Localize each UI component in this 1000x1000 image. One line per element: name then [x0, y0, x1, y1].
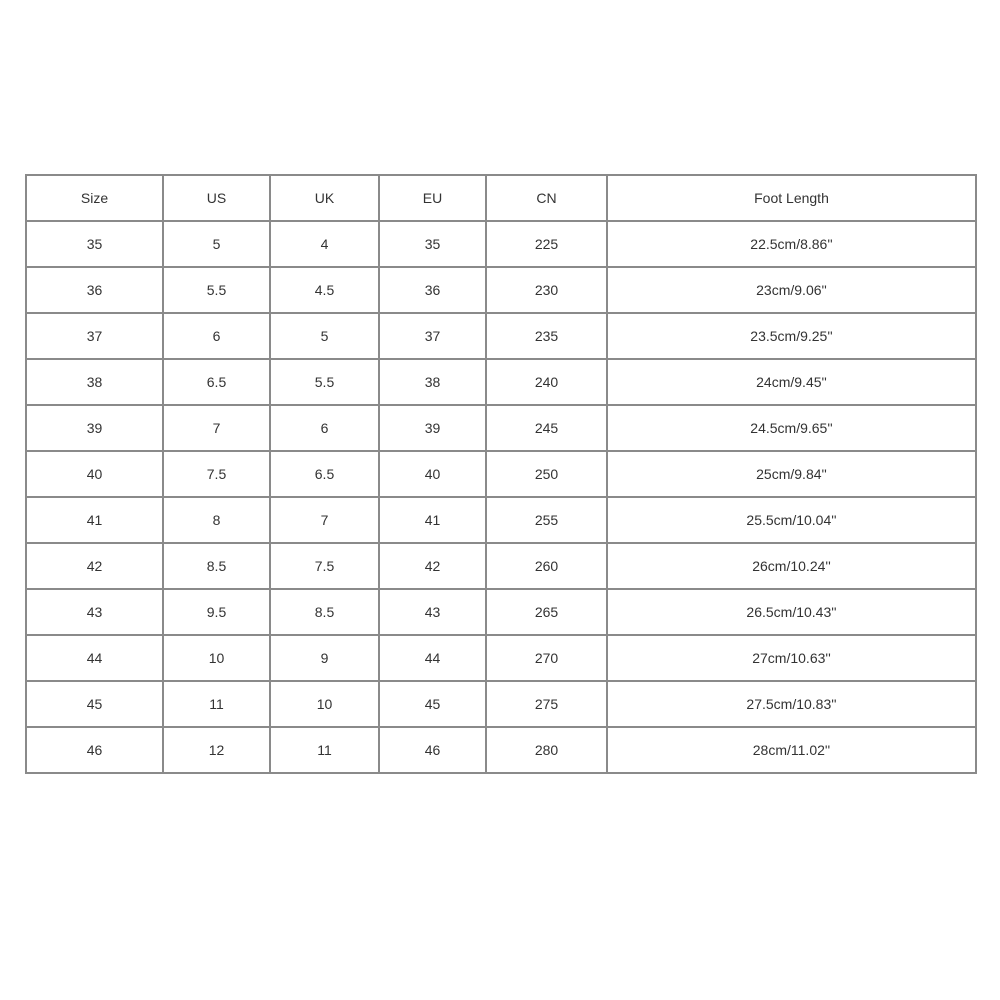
cell-uk: 8.5 [270, 589, 379, 635]
cell-cn: 265 [486, 589, 607, 635]
cell-us: 8 [163, 497, 270, 543]
cell-us: 7.5 [163, 451, 270, 497]
cell-us: 6 [163, 313, 270, 359]
cell-eu: 39 [379, 405, 486, 451]
cell-cn: 270 [486, 635, 607, 681]
cell-eu: 41 [379, 497, 486, 543]
cell-foot-length: 26.5cm/10.43'' [607, 589, 976, 635]
cell-foot-length: 23cm/9.06'' [607, 267, 976, 313]
cell-eu: 40 [379, 451, 486, 497]
cell-eu: 46 [379, 727, 486, 773]
cell-foot-length: 24cm/9.45'' [607, 359, 976, 405]
header-eu: EU [379, 175, 486, 221]
cell-us: 12 [163, 727, 270, 773]
header-row [26, 175, 976, 221]
cell-uk: 5 [270, 313, 379, 359]
cell-size: 43 [26, 589, 163, 635]
table-row [26, 313, 976, 359]
cell-eu: 44 [379, 635, 486, 681]
table-row [26, 221, 976, 267]
header-size: Size [26, 175, 163, 221]
cell-size: 39 [26, 405, 163, 451]
cell-foot-length: 28cm/11.02'' [607, 727, 976, 773]
cell-uk: 5.5 [270, 359, 379, 405]
cell-uk: 6.5 [270, 451, 379, 497]
cell-cn: 250 [486, 451, 607, 497]
cell-foot-length: 24.5cm/9.65'' [607, 405, 976, 451]
table-row [26, 405, 976, 451]
table-row [26, 589, 976, 635]
cell-eu: 43 [379, 589, 486, 635]
cell-size: 40 [26, 451, 163, 497]
cell-cn: 235 [486, 313, 607, 359]
cell-uk: 4 [270, 221, 379, 267]
header-cn: CN [486, 175, 607, 221]
cell-us: 8.5 [163, 543, 270, 589]
table-row [26, 451, 976, 497]
cell-size: 36 [26, 267, 163, 313]
cell-us: 7 [163, 405, 270, 451]
table-row [26, 543, 976, 589]
cell-eu: 37 [379, 313, 486, 359]
cell-cn: 260 [486, 543, 607, 589]
cell-cn: 240 [486, 359, 607, 405]
cell-foot-length: 26cm/10.24'' [607, 543, 976, 589]
cell-uk: 7.5 [270, 543, 379, 589]
cell-eu: 42 [379, 543, 486, 589]
cell-us: 5 [163, 221, 270, 267]
cell-size: 38 [26, 359, 163, 405]
table-row [26, 635, 976, 681]
cell-cn: 230 [486, 267, 607, 313]
table-row [26, 267, 976, 313]
cell-foot-length: 27.5cm/10.83'' [607, 681, 976, 727]
table-body [26, 221, 976, 773]
table-row [26, 727, 976, 773]
cell-us: 10 [163, 635, 270, 681]
cell-foot-length: 25.5cm/10.04'' [607, 497, 976, 543]
cell-us: 9.5 [163, 589, 270, 635]
table-row [26, 497, 976, 543]
cell-cn: 225 [486, 221, 607, 267]
cell-uk: 4.5 [270, 267, 379, 313]
header-foot-length: Foot Length [607, 175, 976, 221]
header-uk: UK [270, 175, 379, 221]
cell-cn: 275 [486, 681, 607, 727]
cell-size: 37 [26, 313, 163, 359]
size-chart-table [25, 174, 977, 774]
cell-cn: 280 [486, 727, 607, 773]
cell-cn: 245 [486, 405, 607, 451]
cell-eu: 36 [379, 267, 486, 313]
cell-us: 6.5 [163, 359, 270, 405]
header-us: US [163, 175, 270, 221]
cell-size: 44 [26, 635, 163, 681]
cell-size: 41 [26, 497, 163, 543]
cell-uk: 10 [270, 681, 379, 727]
cell-eu: 45 [379, 681, 486, 727]
cell-eu: 38 [379, 359, 486, 405]
table-header [26, 175, 976, 221]
cell-eu: 35 [379, 221, 486, 267]
table-row [26, 681, 976, 727]
cell-foot-length: 22.5cm/8.86'' [607, 221, 976, 267]
cell-foot-length: 25cm/9.84'' [607, 451, 976, 497]
cell-uk: 11 [270, 727, 379, 773]
cell-cn: 255 [486, 497, 607, 543]
cell-size: 35 [26, 221, 163, 267]
cell-foot-length: 27cm/10.63'' [607, 635, 976, 681]
cell-us: 5.5 [163, 267, 270, 313]
cell-size: 46 [26, 727, 163, 773]
cell-size: 45 [26, 681, 163, 727]
cell-foot-length: 23.5cm/9.25'' [607, 313, 976, 359]
table-row [26, 359, 976, 405]
cell-uk: 6 [270, 405, 379, 451]
cell-uk: 9 [270, 635, 379, 681]
cell-uk: 7 [270, 497, 379, 543]
cell-size: 42 [26, 543, 163, 589]
cell-us: 11 [163, 681, 270, 727]
